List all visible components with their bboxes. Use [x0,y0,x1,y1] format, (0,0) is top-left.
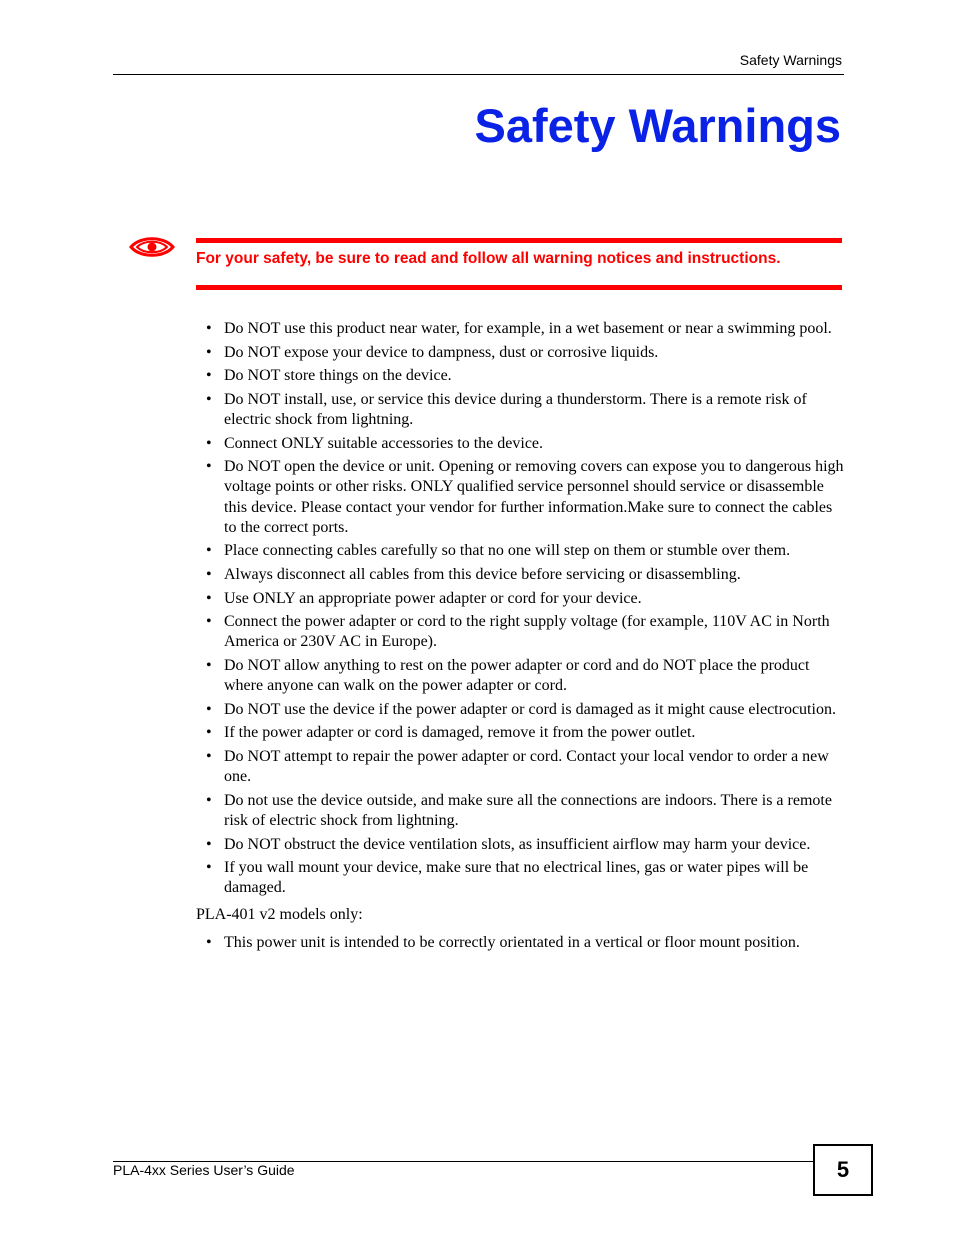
bullet-item [196,700,844,720]
bullet-text: Do NOT expose your device to dampness, dust or corrosive liquids. [224,343,659,361]
bullet-marker: • [206,458,212,476]
bullet-text: Do NOT use the device if the power adapter or cord is damaged as it might cause electrocution. [224,700,836,718]
bullet-text: Do NOT open the device or unit. Opening or removing covers can expose you to dangerous high voltage points or other risks. ONLY qualified service personnel should service or disassemble this device. Please contact your vendor for further information.Make sure to connect the cables to the correct ports. [224,458,844,536]
bullet-marker: • [206,747,212,765]
bullet-item [196,858,844,898]
bullet-marker: • [206,565,212,583]
bullet-item [196,933,844,953]
bullet-item [196,747,844,787]
bullet-marker: • [206,589,212,607]
bullet-text: Do NOT store things on the device. [224,367,452,385]
bullet-marker: • [206,700,212,718]
bullet-marker: • [206,434,212,452]
safety-bullet-list [196,319,844,899]
bullet-item [196,434,844,454]
bullet-marker: • [206,859,212,877]
eye-warning-icon [128,233,176,261]
bullet-text: This power unit is intended to be correctly orientated in a vertical or floor mount position. [224,933,800,951]
safety-content [196,319,844,956]
bullet-item [196,457,844,538]
bullet-item [196,319,844,339]
bullet-text: Do NOT install, use, or service this device during a thunderstorm. There is a remote risk of electric shock from lightning. [224,390,807,428]
bullet-text: Connect the power adapter or cord to the right supply voltage (for example, 110V AC in North America or 230V AC in Europe). [224,613,830,651]
bullet-marker: • [206,320,212,337]
bullet-marker: • [206,390,212,408]
bullet-item [196,589,844,609]
guide-title: PLA-4xx Series User’s Guide [113,1162,295,1178]
warning-notice: For your safety, be sure to read and follow all warning notices and instructions. [196,250,781,267]
bullet-marker: • [206,343,212,361]
bullet-item [196,791,844,831]
bullet-marker: • [206,367,212,385]
bullet-marker: • [206,791,212,809]
bullet-item [196,656,844,696]
bullet-text: If you wall mount your device, make sure that no electrical lines, gas or water pipes will be damaged. [224,859,809,897]
bullet-marker: • [206,835,212,853]
model-note: PLA-401 v2 models only: [196,905,363,923]
bullet-text: Do NOT allow anything to rest on the power adapter or cord and do NOT place the product where anyone can walk on the power adapter or cord. [224,656,810,695]
bullet-text: Do not use the device outside, and make sure all the connections are indoors. There is a remote risk of electric shock from lightning. [224,791,832,829]
page-title: Safety Warnings [474,99,841,152]
bullet-item [196,541,844,561]
bullet-text: Use ONLY an appropriate power adapter or cord for your device. [224,589,642,607]
bullet-text: Do NOT use this product near water, for example, in a wet basement or near a swimming pool. [224,320,832,337]
bullet-marker: • [206,724,212,742]
bullet-item [196,565,844,585]
bullet-text: Always disconnect all cables from this device before servicing or disassembling. [224,565,741,583]
bullet-text: If the power adapter or cord is damaged, remove it from the power outlet. [224,724,696,742]
bullet-marker: • [206,613,212,631]
bullet-item [196,366,844,386]
bullet-item [196,390,844,430]
running-header: Safety Warnings [739,52,842,68]
bullet-item [196,723,844,743]
bullet-text: Connect ONLY suitable accessories to the device. [224,434,544,452]
bullet-item [196,835,844,855]
bullet-marker: • [206,656,212,674]
bullet-text: Place connecting cables carefully so that no one will step on them or stumble over them. [224,542,791,560]
page-number: 5 [813,1144,873,1196]
warning-rule-bottom [196,285,842,290]
bullet-marker: • [206,542,212,560]
warning-rule-top [196,238,842,243]
bullet-marker: • [206,933,212,951]
header-divider [113,74,844,75]
bullet-text: Do NOT attempt to repair the power adapter or cord. Contact your local vendor to order a new one. [224,747,829,786]
bullet-item [196,612,844,652]
model-bullet-list [196,933,844,953]
bullet-text: Do NOT obstruct the device ventilation slots, as insufficient airflow may harm your device. [224,835,811,853]
bullet-item [196,343,844,363]
